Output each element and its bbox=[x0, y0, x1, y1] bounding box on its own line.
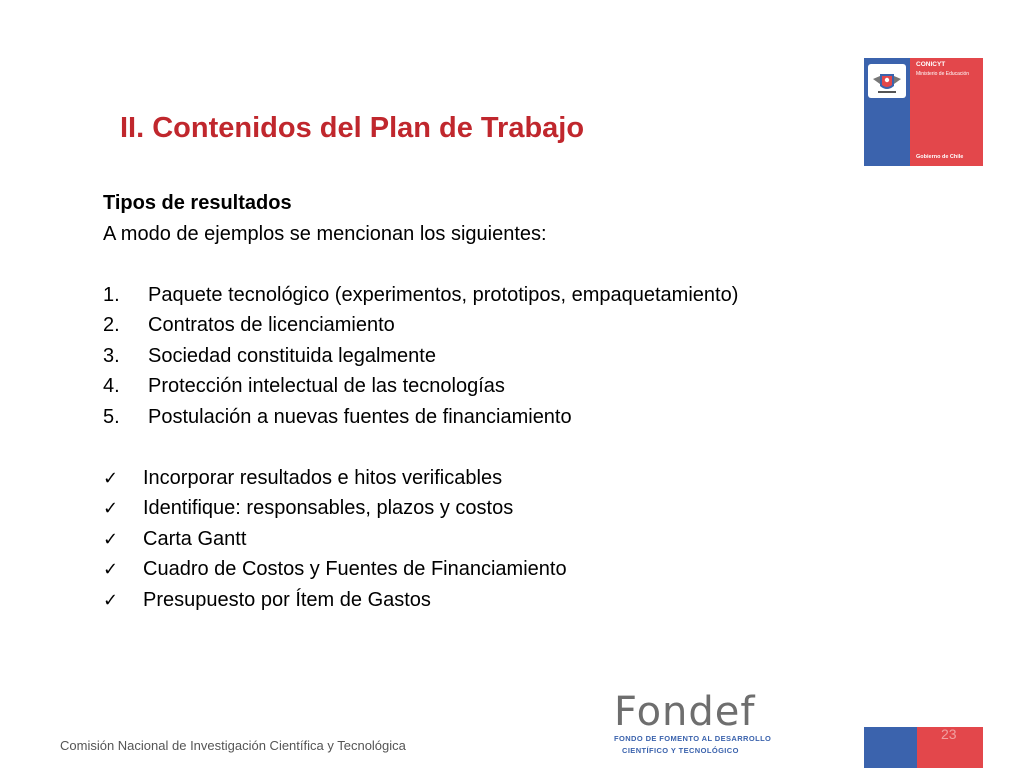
footer-color-bar bbox=[864, 727, 983, 768]
checkmark-icon: ✓ bbox=[103, 528, 119, 549]
checkmark-icon: ✓ bbox=[103, 467, 119, 488]
logo-org-name: CONICYT bbox=[916, 61, 946, 68]
fondef-logo bbox=[614, 689, 794, 756]
list-item bbox=[103, 310, 738, 341]
list-number: 4. bbox=[103, 375, 120, 397]
coat-of-arms-icon bbox=[868, 64, 906, 98]
checklist-text: Carta Gantt bbox=[143, 527, 247, 550]
logo-ministry: Ministerio de Educación bbox=[916, 71, 970, 77]
intro-text: A modo de ejemplos se mencionan los siguientes: bbox=[103, 222, 547, 245]
conicyt-logo bbox=[864, 58, 983, 166]
checklist-item bbox=[103, 493, 738, 524]
list-number: 1. bbox=[103, 283, 120, 306]
list-text: Protección intelectual de las tecnologías bbox=[148, 375, 505, 397]
checkmark-icon: ✓ bbox=[103, 589, 119, 610]
logo-blue-band bbox=[864, 58, 910, 166]
checklist-item bbox=[103, 463, 738, 494]
checklist bbox=[103, 463, 738, 616]
checkmark-icon: ✓ bbox=[103, 559, 119, 579]
list-item bbox=[103, 280, 738, 311]
list-text: Sociedad constituida legalmente bbox=[148, 344, 436, 367]
checklist-text: Incorporar resultados e hitos verificables bbox=[143, 466, 503, 489]
list-number: 5. bbox=[103, 405, 120, 428]
slide-title: II. Contenidos del Plan de Trabajo bbox=[120, 112, 585, 144]
checklist-text: Identifique: responsables, plazos y costos bbox=[143, 497, 514, 519]
fondef-tagline-1: FONDO DE FOMENTO AL DESARROLLO bbox=[614, 734, 772, 743]
slide-body bbox=[103, 188, 738, 615]
list-text: Contratos de licenciamiento bbox=[148, 314, 395, 336]
checklist-item bbox=[103, 585, 738, 616]
logo-government: Gobierno de Chile bbox=[916, 154, 964, 160]
list-number: 2. bbox=[103, 314, 120, 336]
footer-org-text: Comisión Nacional de Investigación Científica y Tecnológica bbox=[60, 738, 406, 753]
list-text: Paquete tecnológico (experimentos, prototipos, empaquetamiento) bbox=[148, 283, 739, 306]
list-item bbox=[103, 341, 738, 372]
list-item bbox=[103, 371, 738, 402]
checklist-text: Cuadro de Costos y Fuentes de Financiamiento bbox=[143, 558, 567, 580]
logo-red-band bbox=[910, 58, 983, 166]
footer-bar-blue bbox=[864, 727, 917, 768]
fondef-wordmark: Fondef bbox=[614, 689, 756, 735]
checklist-text: Presupuesto por Ítem de Gastos bbox=[143, 588, 431, 611]
checklist-item bbox=[103, 524, 738, 555]
checkmark-icon: ✓ bbox=[103, 498, 119, 518]
fondef-tagline-2: CIENTÍFICO Y TECNOLÓGICO bbox=[622, 746, 739, 755]
checklist-item bbox=[103, 554, 738, 585]
list-item bbox=[103, 402, 738, 433]
section-subtitle: Tipos de resultados bbox=[103, 192, 292, 214]
numbered-list bbox=[103, 280, 738, 433]
list-number: 3. bbox=[103, 344, 120, 367]
list-text: Postulación a nuevas fuentes de financiamiento bbox=[148, 405, 572, 428]
page-number: 23 bbox=[941, 726, 957, 742]
